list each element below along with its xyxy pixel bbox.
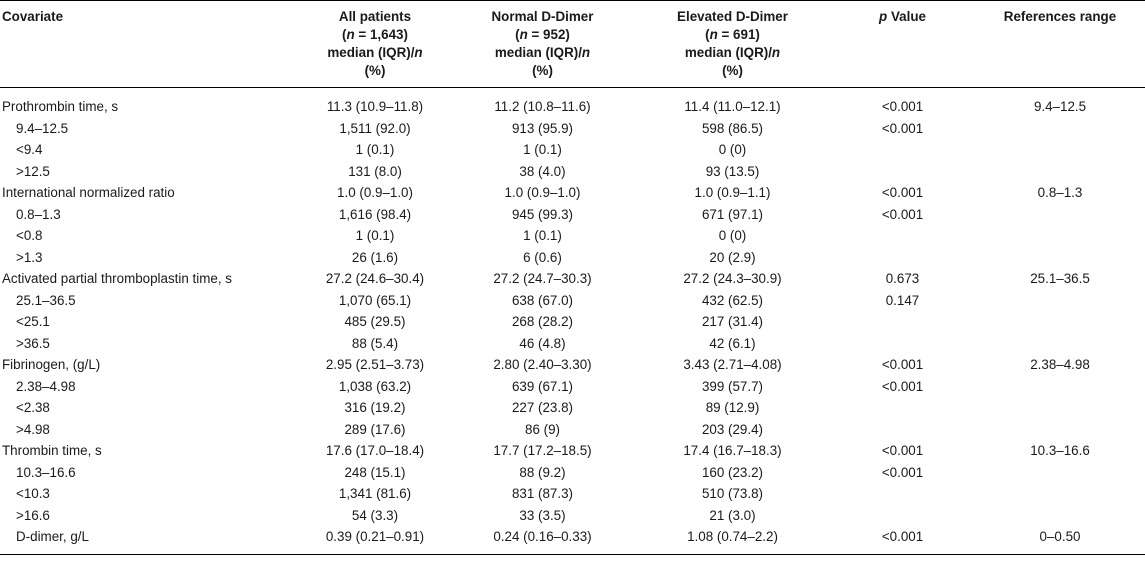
row-label: Activated partial thromboplastin time, s: [2, 271, 232, 286]
table-row: [0, 139, 1145, 161]
row-label: 9.4–12.5: [16, 120, 69, 136]
p-value-cell: <0.001: [881, 99, 924, 114]
normal-ddimer-cell: 11.2 (10.8–11.6): [494, 99, 591, 114]
reference-range-cell: [975, 397, 1145, 419]
elevated-ddimer-cell: 20 (2.9): [709, 249, 756, 265]
table-row: [0, 182, 1145, 204]
row-label: >16.6: [16, 507, 50, 523]
header-elevated-line3: median (IQR)/n: [684, 45, 781, 60]
p-value-cell: [830, 505, 975, 527]
table-header-row: [0, 1, 1145, 88]
p-value-cell: 0.147: [885, 292, 920, 308]
header-normal-line1: Normal D-Dimer: [491, 9, 594, 24]
table-row: [0, 118, 1145, 140]
header-all-line3: median (IQR)/n: [327, 45, 423, 60]
elevated-ddimer-cell: 89 (12.9): [705, 400, 760, 415]
table-row: [0, 311, 1145, 333]
p-value-cell: [830, 419, 975, 441]
normal-ddimer-cell: 831 (87.3): [511, 486, 574, 501]
row-label: <25.1: [16, 314, 50, 329]
reference-range-cell: 2.38–4.98: [1030, 357, 1090, 372]
header-reference-range: References range: [975, 1, 1145, 88]
p-value-cell: 0.673: [885, 271, 920, 286]
elevated-ddimer-cell: 0 (0): [718, 228, 747, 243]
all-patients-cell: 1,511 (92.0): [339, 120, 411, 136]
all-patients-cell: 1 (0.1): [355, 142, 395, 157]
reference-range-cell: [975, 333, 1145, 355]
p-value-cell: <0.001: [881, 185, 924, 200]
normal-ddimer-cell: 86 (9): [525, 421, 560, 437]
row-label: 10.3–16.6: [16, 464, 76, 480]
normal-ddimer-cell: 227 (23.8): [511, 400, 574, 415]
all-patients-cell: 1,341 (81.6): [338, 486, 412, 501]
row-label: <0.8: [16, 228, 43, 243]
normal-ddimer-cell: 2.80 (2.40–3.30): [493, 357, 592, 372]
normal-ddimer-cell: 27.2 (24.7–30.3): [493, 271, 592, 286]
row-label: >1.3: [16, 249, 43, 265]
elevated-ddimer-cell: 598 (86.5): [701, 120, 764, 136]
normal-ddimer-cell: 268 (28.2): [511, 314, 574, 329]
row-label: <10.3: [16, 486, 50, 501]
table-row: [0, 161, 1145, 183]
row-label: <9.4: [16, 142, 43, 157]
table-row: [0, 268, 1145, 290]
normal-ddimer-cell: 88 (9.2): [519, 464, 566, 480]
elevated-ddimer-cell: 11.4 (11.0–12.1): [684, 99, 781, 114]
table-row: [0, 397, 1145, 419]
p-value-cell: <0.001: [830, 526, 975, 554]
normal-ddimer-cell: 46 (4.8): [519, 335, 566, 351]
normal-ddimer-cell: 638 (67.0): [511, 292, 574, 308]
header-p-value: p Value: [830, 1, 975, 88]
all-patients-cell: 27.2 (24.6–30.4): [325, 271, 425, 286]
reference-range-cell: [975, 505, 1145, 527]
table-row: [0, 376, 1145, 398]
header-all-line4: (%): [364, 63, 386, 78]
header-elevated-ddimer: [635, 1, 830, 88]
elevated-ddimer-cell: 21 (3.0): [709, 507, 756, 523]
elevated-ddimer-cell: 203 (29.4): [701, 421, 764, 437]
all-patients-cell: 1,070 (65.1): [338, 292, 412, 308]
header-all-patients: [300, 1, 450, 88]
elevated-ddimer-cell: 432 (62.5): [701, 292, 764, 308]
all-patients-cell: 289 (17.6): [344, 421, 406, 437]
reference-range-cell: [975, 247, 1145, 269]
row-label: 2.38–4.98: [16, 378, 76, 394]
elevated-ddimer-cell: 27.2 (24.3–30.9): [683, 271, 782, 286]
row-label: D-dimer, g/L: [0, 526, 300, 554]
header-elevated-line4: (%): [722, 63, 743, 78]
table-row: [0, 483, 1145, 505]
normal-ddimer-cell: 17.7 (17.2–18.5): [493, 443, 592, 458]
header-all-line1: All patients: [338, 9, 412, 24]
elevated-ddimer-cell: 671 (97.1): [701, 206, 764, 222]
p-value-cell: [830, 397, 975, 419]
reference-range-cell: [975, 139, 1145, 161]
normal-ddimer-cell: 1 (0.1): [523, 228, 562, 243]
normal-ddimer-cell: 913 (95.9): [511, 120, 574, 136]
all-patients-cell: 88 (5.4): [351, 335, 399, 351]
elevated-ddimer-cell: 3.43 (2.71–4.08): [683, 357, 782, 372]
normal-ddimer-cell: 1 (0.1): [523, 142, 562, 157]
reference-range-cell: 25.1–36.5: [1030, 271, 1090, 286]
table-row: [0, 225, 1145, 247]
table-row: [0, 462, 1145, 484]
all-patients-cell: 1,616 (98.4): [338, 206, 412, 222]
normal-ddimer-cell: 639 (67.1): [511, 378, 574, 394]
reference-range-cell: [975, 290, 1145, 312]
table-row: [0, 290, 1145, 312]
row-label: >36.5: [16, 335, 50, 351]
table-row: [0, 354, 1145, 376]
reference-range-cell: [975, 161, 1145, 183]
row-label: International normalized ratio: [2, 185, 175, 200]
all-patients-cell: 1,038 (63.2): [338, 378, 412, 394]
p-value-cell: <0.001: [881, 443, 924, 458]
p-value-cell: [830, 311, 975, 333]
row-label: <2.38: [16, 400, 50, 415]
header-all-line2: (n = 1,643): [342, 27, 408, 42]
row-label: >4.98: [16, 421, 50, 437]
row-label: Thrombin time, s: [2, 443, 102, 458]
all-patients-cell: 26 (1.6): [351, 249, 399, 265]
header-normal-line3: median (IQR)/n: [494, 45, 591, 60]
reference-range-cell: 10.3–16.6: [1030, 443, 1090, 458]
all-patients-cell: 54 (3.3): [351, 507, 399, 523]
reference-range-cell: [975, 376, 1145, 398]
all-patients-cell: 316 (19.2): [344, 400, 406, 415]
p-value-cell: <0.001: [881, 120, 924, 136]
reference-range-cell: [975, 419, 1145, 441]
reference-range-cell: 0–0.50: [975, 526, 1145, 554]
elevated-ddimer-cell: 1.0 (0.9–1.1): [694, 185, 771, 200]
elevated-ddimer-cell: 17.4 (16.7–18.3): [683, 443, 782, 458]
all-patients-cell: 1.0 (0.9–1.0): [337, 185, 413, 200]
p-value-cell: <0.001: [881, 206, 924, 222]
p-value-cell: [830, 483, 975, 505]
elevated-ddimer-cell: 1.08 (0.74–2.2): [635, 526, 830, 554]
reference-range-cell: [975, 225, 1145, 247]
reference-range-cell: [975, 311, 1145, 333]
header-elevated-line1: Elevated D-Dimer: [677, 9, 788, 24]
reference-range-cell: 0.8–1.3: [1037, 185, 1083, 200]
header-covariate: Covariate: [0, 1, 300, 88]
p-value-cell: <0.001: [881, 378, 924, 394]
reference-range-cell: [975, 462, 1145, 484]
reference-range-cell: [975, 204, 1145, 226]
p-value-cell: <0.001: [881, 464, 924, 480]
normal-ddimer-cell: 38 (4.0): [519, 163, 566, 179]
normal-ddimer-cell: 6 (0.6): [523, 249, 562, 265]
normal-ddimer-cell: 1.0 (0.9–1.0): [504, 185, 581, 200]
elevated-ddimer-cell: 399 (57.7): [701, 378, 764, 394]
table-row: [0, 419, 1145, 441]
normal-ddimer-cell: 0.24 (0.16–0.33): [450, 526, 635, 554]
all-patients-cell: 2.95 (2.51–3.73): [325, 357, 425, 372]
elevated-ddimer-cell: 93 (13.5): [705, 163, 760, 179]
table-row: [0, 204, 1145, 226]
row-label: Prothrombin time, s: [2, 99, 119, 114]
table-row: [0, 88, 1145, 118]
table-row: [0, 440, 1145, 462]
table-body: [0, 88, 1145, 555]
p-value-cell: [830, 333, 975, 355]
header-normal-line2: (n = 952): [515, 27, 570, 42]
elevated-ddimer-cell: 42 (6.1): [709, 335, 756, 351]
normal-ddimer-cell: 33 (3.5): [519, 507, 566, 523]
header-normal-line4: (%): [532, 63, 553, 78]
row-label: Fibrinogen, (g/L): [2, 357, 101, 372]
elevated-ddimer-cell: 0 (0): [718, 142, 747, 157]
p-value-cell: [830, 161, 975, 183]
reference-range-cell: [975, 118, 1145, 140]
header-normal-ddimer: [450, 1, 635, 88]
all-patients-cell: 11.3 (10.9–11.8): [326, 99, 424, 114]
p-value-cell: [830, 247, 975, 269]
elevated-ddimer-cell: 217 (31.4): [701, 314, 764, 329]
header-elevated-line2: (n = 691): [705, 27, 760, 42]
all-patients-cell: 17.6 (17.0–18.4): [325, 443, 425, 458]
normal-ddimer-cell: 945 (99.3): [511, 206, 574, 222]
all-patients-cell: 0.39 (0.21–0.91): [300, 526, 450, 554]
p-value-cell: [830, 139, 975, 161]
all-patients-cell: 131 (8.0): [348, 163, 402, 179]
elevated-ddimer-cell: 160 (23.2): [701, 464, 764, 480]
p-value-cell: <0.001: [881, 357, 924, 372]
table-row: [0, 526, 1145, 554]
all-patients-cell: 1 (0.1): [355, 228, 395, 243]
reference-range-cell: 9.4–12.5: [1033, 99, 1087, 114]
elevated-ddimer-cell: 510 (73.8): [701, 486, 764, 501]
row-label: >12.5: [16, 163, 50, 179]
row-label: 0.8–1.3: [16, 206, 61, 222]
p-value-cell: [830, 225, 975, 247]
row-label: 25.1–36.5: [16, 292, 76, 308]
all-patients-cell: 248 (15.1): [344, 464, 406, 480]
reference-range-cell: [975, 483, 1145, 505]
table-row: [0, 247, 1145, 269]
table-row: [0, 505, 1145, 527]
all-patients-cell: 485 (29.5): [344, 314, 406, 329]
table-row: [0, 333, 1145, 355]
